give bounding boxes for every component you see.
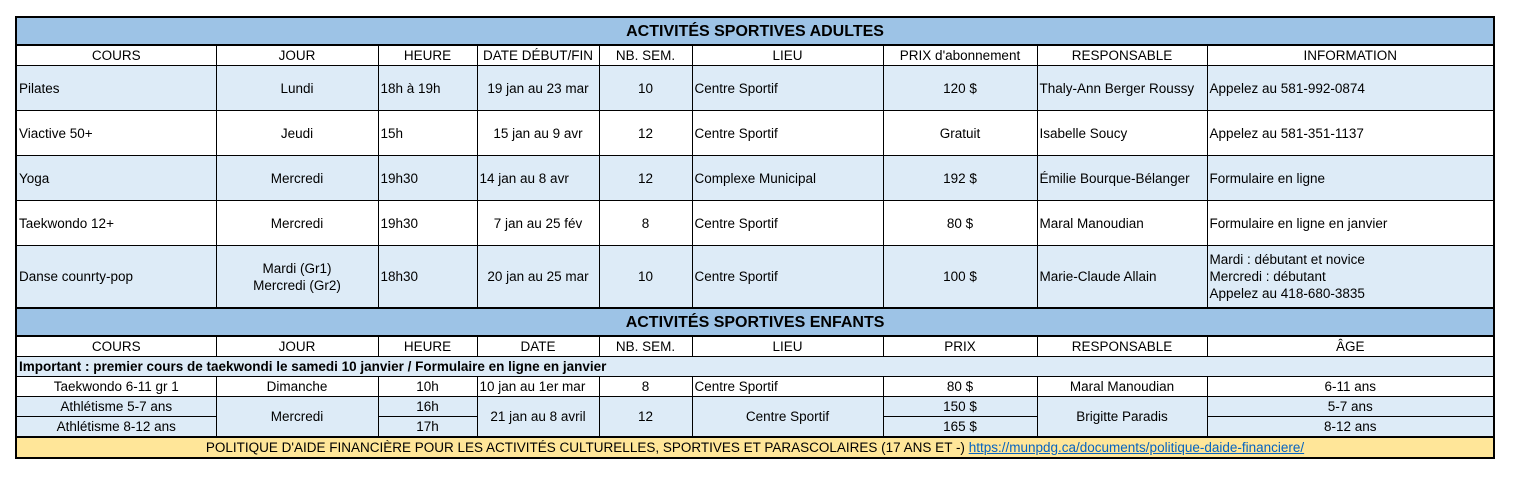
col-header-responsable: RESPONSABLE [1037,45,1207,66]
cell-information: Formulaire en ligne [1207,156,1494,201]
col-header-age: ÂGE [1207,336,1494,357]
cell-cours: Athlétisme 5-7 ans [16,397,216,417]
cell-nb-sem: 8 [599,377,692,397]
cell-date: 21 jan au 8 avril [477,397,599,438]
activities-table [15,16,1495,459]
jour-line: Mardi (Gr1) [262,260,332,276]
cell-prix: 165 $ [883,417,1037,438]
important-notice: Important : premier cours de taekwondi le samedi 10 janvier / Formulaire en ligne en janvier [16,357,1494,377]
cell-heure: 19h30 [378,201,477,246]
children-header-row [16,336,1494,357]
info-line: Appelez au 418-680-3835 [1209,286,1365,301]
cell-date: 10 jan au 1er mar [477,377,599,397]
cell-age: 5-7 ans [1207,397,1494,417]
info-line: Mardi : débutant et novice [1209,252,1365,267]
cell-age: 6-11 ans [1207,377,1494,397]
cell-prix: 192 $ [883,156,1037,201]
cell-date: 15 jan au 9 avr [477,111,599,156]
cell-nb-sem: 10 [599,246,692,309]
col-header-heure: HEURE [378,336,477,357]
table-row [16,111,1494,156]
adults-header-row [16,45,1494,66]
cell-responsable: Émilie Bourque-Bélanger [1037,156,1207,201]
cell-cours: Yoga [16,156,216,201]
cell-nb-sem: 12 [599,397,692,438]
col-header-responsable: RESPONSABLE [1037,336,1207,357]
cell-heure: 18h30 [378,246,477,309]
col-header-jour: JOUR [216,336,378,357]
table-row [16,246,1494,309]
col-header-prix: PRIX d'abonnement [883,45,1037,66]
cell-lieu: Centre Sportif [692,201,883,246]
cell-jour: Mercredi [216,201,378,246]
cell-information: Appelez au 581-351-1137 [1207,111,1494,156]
table-row [16,397,1494,417]
cell-jour: Dimanche [216,377,378,397]
cell-heure: 15h [378,111,477,156]
cell-cours: Danse counrty-pop [16,246,216,309]
cell-date: 20 jan au 25 mar [477,246,599,309]
table-row [16,377,1494,397]
cell-responsable: Isabelle Soucy [1037,111,1207,156]
financial-aid-policy-banner [16,437,1494,458]
table-row [16,201,1494,246]
cell-heure: 19h30 [378,156,477,201]
cell-responsable: Brigitte Paradis [1037,397,1207,438]
cell-date: 7 jan au 25 fév [477,201,599,246]
col-header-cours: COURS [16,45,216,66]
cell-responsable: Maral Manoudian [1037,377,1207,397]
cell-jour: Mercredi [216,156,378,201]
cell-cours: Taekwondo 6-11 gr 1 [16,377,216,397]
table-row [16,66,1494,111]
policy-text: POLITIQUE D'AIDE FINANCIÈRE POUR LES ACTIVITÉS CULTURELLES, SPORTIVES ET PARASCOLAIRES (17 ANS ET -) [205,440,965,455]
cell-date: 19 jan au 23 mar [477,66,599,111]
cell-prix: 80 $ [883,377,1037,397]
col-header-prix: PRIX [883,336,1037,357]
info-line: Mercredi : débutant [1209,269,1326,284]
cell-nb-sem: 8 [599,201,692,246]
cell-cours: Pilates [16,66,216,111]
cell-jour: Mercredi [216,397,378,438]
col-header-date: DATE [477,336,599,357]
col-header-information: INFORMATION [1207,45,1494,66]
cell-jour: Lundi [216,66,378,111]
cell-jour: Jeudi [216,111,378,156]
col-header-jour: JOUR [216,45,378,66]
cell-prix: 150 $ [883,397,1037,417]
cell-information [1207,246,1494,309]
cell-lieu: Centre Sportif [692,111,883,156]
cell-responsable: Marie-Claude Allain [1037,246,1207,309]
cell-heure: 10h [378,377,477,397]
adults-title: ACTIVITÉS SPORTIVES ADULTES [16,17,1494,45]
col-header-heure: HEURE [378,45,477,66]
cell-prix: Gratuit [883,111,1037,156]
col-header-nb-sem: NB. SEM. [599,336,692,357]
cell-cours: Viactive 50+ [16,111,216,156]
col-header-lieu: LIEU [692,45,883,66]
cell-heure: 17h [378,417,477,438]
cell-cours: Athlétisme 8-12 ans [16,417,216,438]
cell-heure: 18h à 19h [378,66,477,111]
cell-prix: 120 $ [883,66,1037,111]
cell-age: 8-12 ans [1207,417,1494,438]
cell-nb-sem: 12 [599,156,692,201]
col-header-date: DATE DÉBUT/FIN [477,45,599,66]
policy-link[interactable]: https://munpdg.ca/documents/politique-daide-financiere/ [968,440,1305,455]
col-header-nb-sem: NB. SEM. [599,45,692,66]
cell-cours: Taekwondo 12+ [16,201,216,246]
cell-heure: 16h [378,397,477,417]
cell-prix: 100 $ [883,246,1037,309]
cell-lieu: Centre Sportif [692,397,883,438]
cell-prix: 80 $ [883,201,1037,246]
cell-lieu: Centre Sportif [692,66,883,111]
cell-lieu: Centre Sportif [692,377,883,397]
cell-responsable: Maral Manoudian [1037,201,1207,246]
cell-nb-sem: 12 [599,111,692,156]
cell-responsable: Thaly-Ann Berger Roussy [1037,66,1207,111]
col-header-cours: COURS [16,336,216,357]
cell-nb-sem: 10 [599,66,692,111]
cell-lieu: Centre Sportif [692,246,883,309]
table-row [16,156,1494,201]
cell-information: Formulaire en ligne en janvier [1207,201,1494,246]
col-header-lieu: LIEU [692,336,883,357]
jour-line: Mercredi (Gr2) [253,277,341,293]
cell-jour [216,246,378,309]
children-title: ACTIVITÉS SPORTIVES ENFANTS [16,308,1494,336]
cell-lieu: Complexe Municipal [692,156,883,201]
cell-information: Appelez au 581-992-0874 [1207,66,1494,111]
cell-date: 14 jan au 8 avr [477,156,599,201]
